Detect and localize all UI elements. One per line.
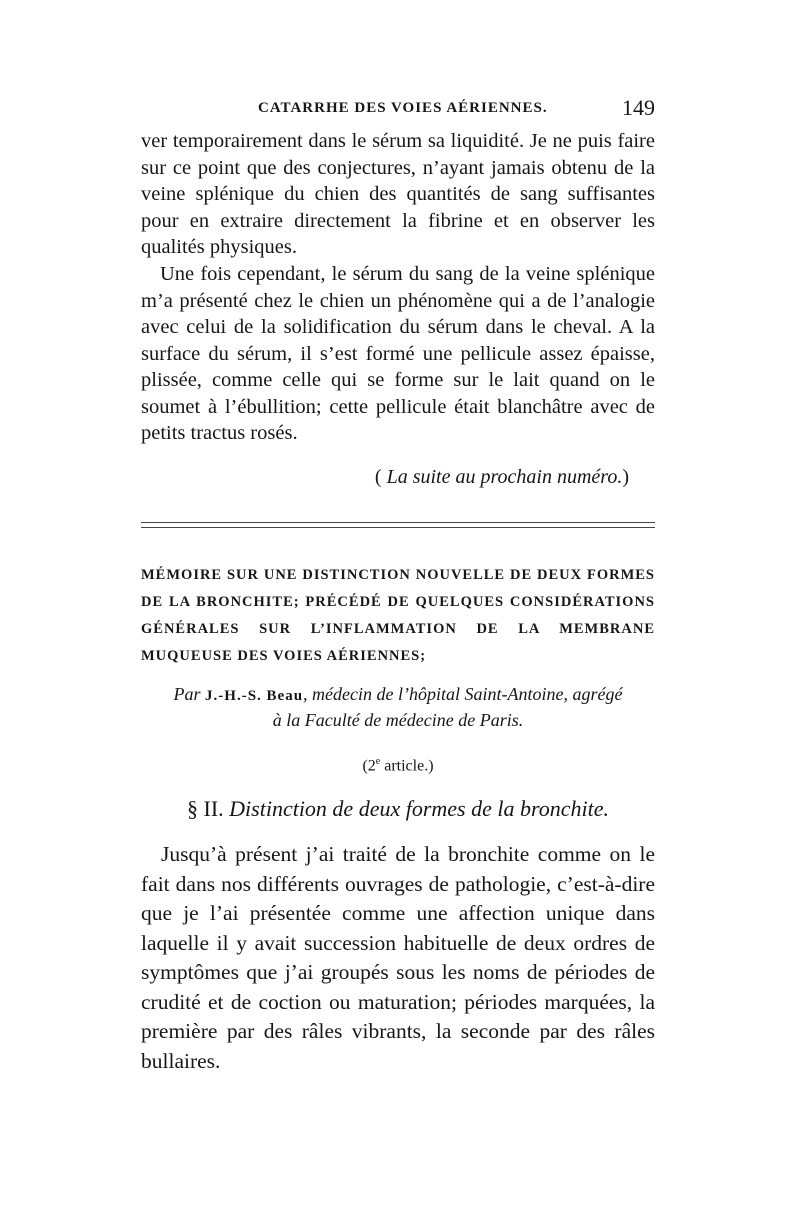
running-title: CATARRHE DES VOIES AÉRIENNES. [258,100,548,116]
paragraph-bronchitis: Jusqu’à présent j’ai traité de la bronchite comme on le fait dans nos différents ouvrages de pathologie, c’est-à-dire que je l’ai présentée comme une affection unique dans laquelle il y avait succession habituelle de deux ordres de symptômes que j’ai groupés sous les noms de périodes de crudité et de coction ou maturation; périodes marquées, la première par des râles vibrants, la seconde par des râles bullaires. [141,842,655,1073]
article-number-superscript: e [375,756,381,767]
continued-text: La suite au prochain numéro. [386,466,623,488]
byline-line-2: à la Faculté de médecine de Paris. [272,710,524,730]
section-title: Distinction de deux formes de la bronchite. [229,796,609,821]
section-number: § II. [187,796,230,821]
paragraph-continuation: ver temporairement dans le sérum sa liquidité. Je ne puis faire sur ce point que des conjectures, n’ayant jamais obtenu de la veine splénique du chien des quantités de sang suffisantes pour en extraire directement la fibrine et en observer les qualités physiques. [141,130,655,258]
author-name: J.-H.-S. Beau [205,688,304,704]
section-divider-bottom [141,527,655,528]
byline [141,682,655,732]
byline-line-1 [141,682,655,708]
author-affiliation: , médecin de l’hôpital Saint-Antoine, agrégé [303,684,623,704]
section-heading [141,796,655,822]
byline-prefix: Par [173,684,206,704]
to-be-continued-note [141,466,655,489]
continued-close-paren: ) [622,466,629,488]
continued-open-paren: ( [374,466,387,488]
running-head [140,95,655,122]
page-number: 149 [622,95,655,120]
article-number: (2e article.) [362,756,434,775]
section-divider-top [141,522,655,523]
article-title: MÉMOIRE SUR UNE DISTINCTION NOUVELLE DE DEUX FORMES DE LA BRONCHITE; PRÉCÉDÉ DE QUELQUES CONSIDÉRATIONS GÉNÉRALES SUR L’INFLAMMATION DE LA MEMBRANE MUQUEUSE DES VOIES AÉRIENNES; [141,567,655,664]
paragraph-splenic-serum: Une fois cependant, le sérum du sang de la veine splénique m’a présenté chez le chien un phénomène qui a de l’analogie avec celui de la solidification du sérum dans le cheval. A la surface du sérum, il s’est formé une pellicule assez épaisse, plissée, comme celle qui se forme sur le lait quand on le soumet à l’ébullition; cette pellicule était blanchâtre avec de petits tractus rosés. [141,263,655,444]
